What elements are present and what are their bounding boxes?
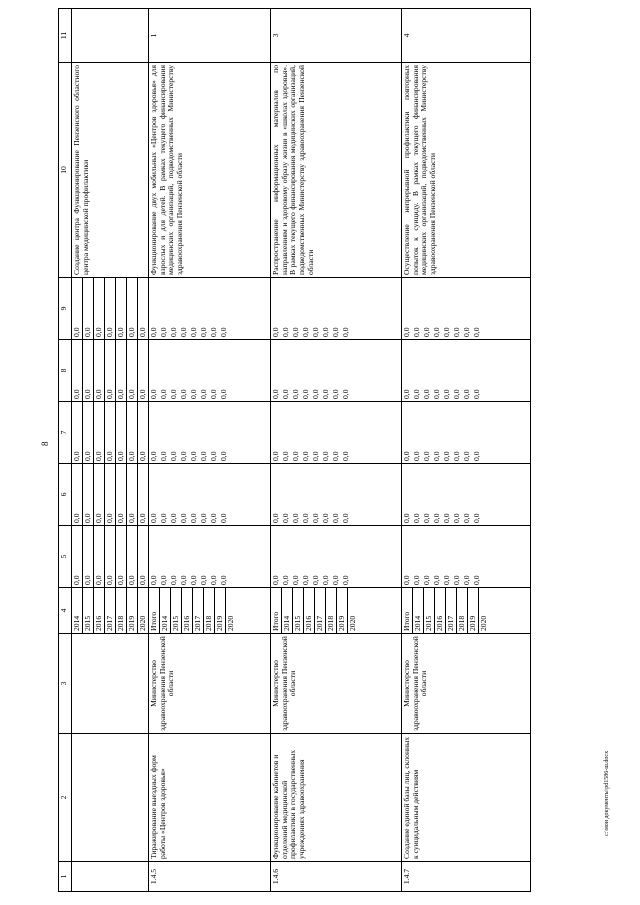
numeric-value: 0,0 <box>412 513 421 523</box>
col-header-1: 1 <box>59 862 72 892</box>
numeric-value: 0,0 <box>281 389 290 399</box>
numeric-value: 0,0 <box>402 513 411 523</box>
table-body <box>72 9 531 892</box>
year-label: 2016 <box>435 588 446 633</box>
year-label: 2015 <box>424 588 435 633</box>
numeric-value: 0,0 <box>311 513 320 523</box>
numeric-value: 0,0 <box>271 451 280 461</box>
executor: Министерство здравоохранения Пензенской области <box>402 634 531 734</box>
numeric-value: 0,0 <box>432 575 441 585</box>
numeric-value: 0,0 <box>402 327 411 337</box>
numeric-value: 0,0 <box>321 389 330 399</box>
numeric-value: 0,0 <box>432 389 441 399</box>
numeric-value: 0,0 <box>209 389 218 399</box>
numeric-value: 0,0 <box>189 575 198 585</box>
col-header-5: 5 <box>59 526 72 588</box>
year-label: 2019 <box>127 588 138 633</box>
numeric-value: 0,0 <box>402 575 411 585</box>
numeric-value: 0,0 <box>179 451 188 461</box>
numeric-value: 0,0 <box>179 513 188 523</box>
numeric-value: 0,0 <box>189 389 198 399</box>
numeric-value: 0,0 <box>127 340 138 401</box>
numeric-value: 0,0 <box>179 327 188 337</box>
numeric-value: 0,0 <box>105 340 116 401</box>
numeric-value: 0,0 <box>83 340 94 401</box>
numeric-value: 0,0 <box>291 389 300 399</box>
numeric-value: 0,0 <box>72 278 83 339</box>
activity-name <box>72 734 149 862</box>
value-cell-c7 <box>402 402 531 464</box>
year-label: 2014 <box>413 588 424 633</box>
numeric-value: 0,0 <box>209 451 218 461</box>
value-cell-c6 <box>402 464 531 526</box>
year-label: Итого <box>149 588 160 633</box>
numeric-value: 0,0 <box>105 278 116 339</box>
numeric-value: 0,0 <box>432 513 441 523</box>
activity-name: Функционирование кабинетов и отделений медицинской профилактики в государственных учреждениях здравоохранения <box>271 734 402 862</box>
value-cell-c9 <box>402 278 531 340</box>
numeric-value: 0,0 <box>159 513 168 523</box>
numeric-value: 0,0 <box>149 451 158 461</box>
numeric-value: 0,0 <box>179 389 188 399</box>
numeric-value: 0,0 <box>149 513 158 523</box>
row-number: 1.4.6 <box>271 862 402 892</box>
executor <box>72 634 149 734</box>
year-label: 2014 <box>72 588 83 633</box>
numeric-value: 0,0 <box>452 575 461 585</box>
numeric-value: 0,0 <box>179 575 188 585</box>
numeric-value: 0,0 <box>321 327 330 337</box>
year-label: 2018 <box>204 588 215 633</box>
numeric-value: 0,0 <box>138 327 147 337</box>
numeric-value: 0,0 <box>452 389 461 399</box>
value-cell-c6 <box>149 464 271 526</box>
numeric-value: 0,0 <box>169 451 178 461</box>
numeric-value: 0,0 <box>271 327 280 337</box>
numeric-value: 0,0 <box>412 389 421 399</box>
numeric-value: 0,0 <box>442 389 451 399</box>
numeric-value: 0,0 <box>83 402 94 463</box>
year-label: 2016 <box>304 588 315 633</box>
indicator-number <box>72 9 149 63</box>
value-cell-c5 <box>271 526 402 588</box>
value-cell-c9 <box>72 278 149 340</box>
years-cell <box>271 588 402 634</box>
year-label: 2017 <box>446 588 457 633</box>
numeric-value: 0,0 <box>83 526 94 587</box>
numeric-value: 0,0 <box>311 389 320 399</box>
numeric-value: 0,0 <box>301 389 310 399</box>
numeric-value: 0,0 <box>94 526 105 587</box>
col-header-8: 8 <box>59 340 72 402</box>
value-cell-c5 <box>72 526 149 588</box>
numeric-value: 0,0 <box>169 575 178 585</box>
year-label: 2019 <box>215 588 226 633</box>
year-label: 2016 <box>182 588 193 633</box>
table-row <box>72 9 149 892</box>
numeric-value: 0,0 <box>472 513 481 523</box>
year-label: 2018 <box>457 588 468 633</box>
numeric-value: 0,0 <box>331 389 340 399</box>
row-number: 1.4.7 <box>402 862 531 892</box>
numeric-value: 0,0 <box>209 513 218 523</box>
col-header-7: 7 <box>59 402 72 464</box>
numeric-value: 0,0 <box>169 513 178 523</box>
numeric-value: 0,0 <box>199 389 208 399</box>
numeric-value: 0,0 <box>331 575 340 585</box>
header-row <box>59 9 72 892</box>
year-label: 2020 <box>226 615 235 631</box>
value-cell-c7 <box>149 402 271 464</box>
value-cell-c9 <box>149 278 271 340</box>
col-header-10: 10 <box>59 63 72 278</box>
numeric-value: 0,0 <box>452 513 461 523</box>
numeric-value: 0,0 <box>291 575 300 585</box>
numeric-value: 0,0 <box>116 402 127 463</box>
numeric-value: 0,0 <box>412 451 421 461</box>
numeric-value: 0,0 <box>331 327 340 337</box>
col-header-2: 2 <box>59 734 72 862</box>
numeric-value: 0,0 <box>94 464 105 525</box>
numeric-value: 0,0 <box>311 575 320 585</box>
year-label: Итого <box>271 588 282 633</box>
value-cell-c7 <box>271 402 402 464</box>
value-cell-c5 <box>149 526 271 588</box>
numeric-value: 0,0 <box>341 451 350 461</box>
numeric-value: 0,0 <box>432 327 441 337</box>
row-number: 1.4.5 <box>149 862 271 892</box>
value-cell-c8 <box>271 340 402 402</box>
numeric-value: 0,0 <box>189 451 198 461</box>
numeric-value: 0,0 <box>472 389 481 399</box>
value-cell-c6 <box>271 464 402 526</box>
year-label: 2015 <box>171 588 182 633</box>
numeric-value: 0,0 <box>422 327 431 337</box>
table-row <box>402 9 531 892</box>
numeric-value: 0,0 <box>301 575 310 585</box>
year-label: 2018 <box>116 588 127 633</box>
numeric-value: 0,0 <box>105 402 116 463</box>
numeric-value: 0,0 <box>402 451 411 461</box>
value-cell-c8 <box>402 340 531 402</box>
numeric-value: 0,0 <box>422 513 431 523</box>
numeric-value: 0,0 <box>127 402 138 463</box>
year-label: 2016 <box>94 588 105 633</box>
numeric-value: 0,0 <box>149 389 158 399</box>
year-label: 2020 <box>138 615 147 631</box>
rotated-table-sheet <box>58 8 582 892</box>
numeric-value: 0,0 <box>159 389 168 399</box>
numeric-value: 0,0 <box>462 389 471 399</box>
numeric-value: 0,0 <box>452 451 461 461</box>
numeric-value: 0,0 <box>341 327 350 337</box>
value-cell-c6 <box>72 464 149 526</box>
value-cell-c8 <box>72 340 149 402</box>
col-header-3: 3 <box>59 634 72 734</box>
value-cell-c8 <box>149 340 271 402</box>
numeric-value: 0,0 <box>83 278 94 339</box>
numeric-value: 0,0 <box>209 327 218 337</box>
numeric-value: 0,0 <box>331 513 340 523</box>
table-row <box>271 9 402 892</box>
numeric-value: 0,0 <box>116 526 127 587</box>
expected-result: Функционирование двух мобильных «Центров здоровья» для взрослых и для детей. В рамках текущего финансирования медицинских организаций, подведомственных Министерству здравоохранения Пензенской области <box>149 63 271 278</box>
row-number <box>72 862 149 892</box>
numeric-value: 0,0 <box>432 451 441 461</box>
numeric-value: 0,0 <box>159 451 168 461</box>
numeric-value: 0,0 <box>412 575 421 585</box>
numeric-value: 0,0 <box>199 513 208 523</box>
year-label: 2017 <box>105 588 116 633</box>
numeric-value: 0,0 <box>138 575 147 585</box>
numeric-value: 0,0 <box>472 327 481 337</box>
expected-result: Создание центра Функционирование Пензенского областного центра медицинской профилактики <box>72 63 149 278</box>
years-cell <box>72 588 149 634</box>
numeric-value: 0,0 <box>422 575 431 585</box>
numeric-value: 0,0 <box>281 451 290 461</box>
numeric-value: 0,0 <box>169 389 178 399</box>
footer-file-path: c:\мои документы\pd1586-ш.docx <box>604 750 610 836</box>
numeric-value: 0,0 <box>127 464 138 525</box>
numeric-value: 0,0 <box>219 451 228 461</box>
numeric-value: 0,0 <box>291 327 300 337</box>
numeric-value: 0,0 <box>149 327 158 337</box>
col-header-11: 11 <box>59 9 72 63</box>
numeric-value: 0,0 <box>94 278 105 339</box>
numeric-value: 0,0 <box>341 389 350 399</box>
col-header-9: 9 <box>59 278 72 340</box>
activity-name: Создание единой базы лиц, склонных к суицидальным действиям <box>402 734 531 862</box>
numeric-value: 0,0 <box>442 327 451 337</box>
numeric-value: 0,0 <box>159 327 168 337</box>
numeric-value: 0,0 <box>271 513 280 523</box>
col-header-6: 6 <box>59 464 72 526</box>
numeric-value: 0,0 <box>169 327 178 337</box>
numeric-value: 0,0 <box>138 389 147 399</box>
numeric-value: 0,0 <box>199 327 208 337</box>
numeric-value: 0,0 <box>138 451 147 461</box>
numeric-value: 0,0 <box>291 451 300 461</box>
numeric-value: 0,0 <box>321 513 330 523</box>
numeric-value: 0,0 <box>311 451 320 461</box>
numeric-value: 0,0 <box>301 451 310 461</box>
numeric-value: 0,0 <box>301 327 310 337</box>
numeric-value: 0,0 <box>72 526 83 587</box>
numeric-value: 0,0 <box>402 389 411 399</box>
numeric-value: 0,0 <box>281 513 290 523</box>
numeric-value: 0,0 <box>271 389 280 399</box>
indicator-number: 1 <box>149 9 271 63</box>
numeric-value: 0,0 <box>189 513 198 523</box>
numeric-value: 0,0 <box>116 340 127 401</box>
year-label: 2018 <box>326 588 337 633</box>
numeric-value: 0,0 <box>72 464 83 525</box>
numeric-value: 0,0 <box>462 451 471 461</box>
numeric-value: 0,0 <box>341 575 350 585</box>
numeric-value: 0,0 <box>83 464 94 525</box>
numeric-value: 0,0 <box>472 451 481 461</box>
year-label: 2015 <box>83 588 94 633</box>
numeric-value: 0,0 <box>94 340 105 401</box>
table-row <box>149 9 271 892</box>
year-label: Итого <box>402 588 413 633</box>
executor: Министерство здравоохранения Пензенской области <box>149 634 271 734</box>
numeric-value: 0,0 <box>281 575 290 585</box>
value-cell-c5 <box>402 526 531 588</box>
year-label: 2019 <box>337 588 348 633</box>
numeric-value: 0,0 <box>271 575 280 585</box>
year-label: 2020 <box>348 615 357 631</box>
years-cell <box>149 588 271 634</box>
numeric-value: 0,0 <box>291 513 300 523</box>
numeric-value: 0,0 <box>422 389 431 399</box>
numeric-value: 0,0 <box>219 513 228 523</box>
numeric-value: 0,0 <box>219 575 228 585</box>
numeric-value: 0,0 <box>219 327 228 337</box>
numeric-value: 0,0 <box>149 575 158 585</box>
numeric-value: 0,0 <box>442 513 451 523</box>
year-label: 2014 <box>160 588 171 633</box>
numeric-value: 0,0 <box>199 575 208 585</box>
numeric-value: 0,0 <box>199 451 208 461</box>
years-cell <box>402 588 531 634</box>
numeric-value: 0,0 <box>462 575 471 585</box>
numeric-value: 0,0 <box>209 575 218 585</box>
numeric-value: 0,0 <box>301 513 310 523</box>
col-header-4: 4 <box>59 588 72 634</box>
expected-result: Распространение информационных материалов по направлениям и здоровому образу жизни в «школах здоровья». В рамках текущего финансирования медицинских организаций, подведомственных Министерству здравоохранения Пензенской области <box>271 63 402 278</box>
year-label: 2017 <box>193 588 204 633</box>
numeric-value: 0,0 <box>462 513 471 523</box>
expected-result: Осуществление непрерывной профилактики повторных попыток к суициду. В рамках текущего финансирования медицинских организаций, подведомственных Министерству здравоохранения Пензенской области <box>402 63 531 278</box>
numeric-value: 0,0 <box>412 327 421 337</box>
numeric-value: 0,0 <box>311 327 320 337</box>
numeric-value: 0,0 <box>219 389 228 399</box>
year-label: 2017 <box>315 588 326 633</box>
executor: Министерство здравоохранения Пензенской области <box>271 634 402 734</box>
program-table <box>58 8 531 892</box>
numeric-value: 0,0 <box>189 327 198 337</box>
numeric-value: 0,0 <box>442 575 451 585</box>
year-label: 2019 <box>468 588 479 633</box>
numeric-value: 0,0 <box>72 402 83 463</box>
numeric-value: 0,0 <box>472 575 481 585</box>
value-cell-c9 <box>271 278 402 340</box>
numeric-value: 0,0 <box>159 575 168 585</box>
year-label: 2014 <box>282 588 293 633</box>
indicator-number: 3 <box>271 9 402 63</box>
numeric-value: 0,0 <box>105 526 116 587</box>
numeric-value: 0,0 <box>281 327 290 337</box>
value-cell-c7 <box>72 402 149 464</box>
numeric-value: 0,0 <box>127 278 138 339</box>
numeric-value: 0,0 <box>138 513 147 523</box>
numeric-value: 0,0 <box>452 327 461 337</box>
numeric-value: 0,0 <box>116 464 127 525</box>
numeric-value: 0,0 <box>127 526 138 587</box>
numeric-value: 0,0 <box>116 278 127 339</box>
numeric-value: 0,0 <box>105 464 116 525</box>
numeric-value: 0,0 <box>321 575 330 585</box>
indicator-number: 4 <box>402 9 531 63</box>
year-label: 2015 <box>293 588 304 633</box>
year-label: 2020 <box>479 615 488 631</box>
numeric-value: 0,0 <box>462 327 471 337</box>
numeric-value: 0,0 <box>331 451 340 461</box>
numeric-value: 0,0 <box>321 451 330 461</box>
page-number: 8 <box>40 441 50 446</box>
numeric-value: 0,0 <box>422 451 431 461</box>
numeric-value: 0,0 <box>94 402 105 463</box>
activity-name: Тиражирование выездных форм работы «Центров здоровья» <box>149 734 271 862</box>
numeric-value: 0,0 <box>72 340 83 401</box>
numeric-value: 0,0 <box>442 451 451 461</box>
numeric-value: 0,0 <box>341 513 350 523</box>
